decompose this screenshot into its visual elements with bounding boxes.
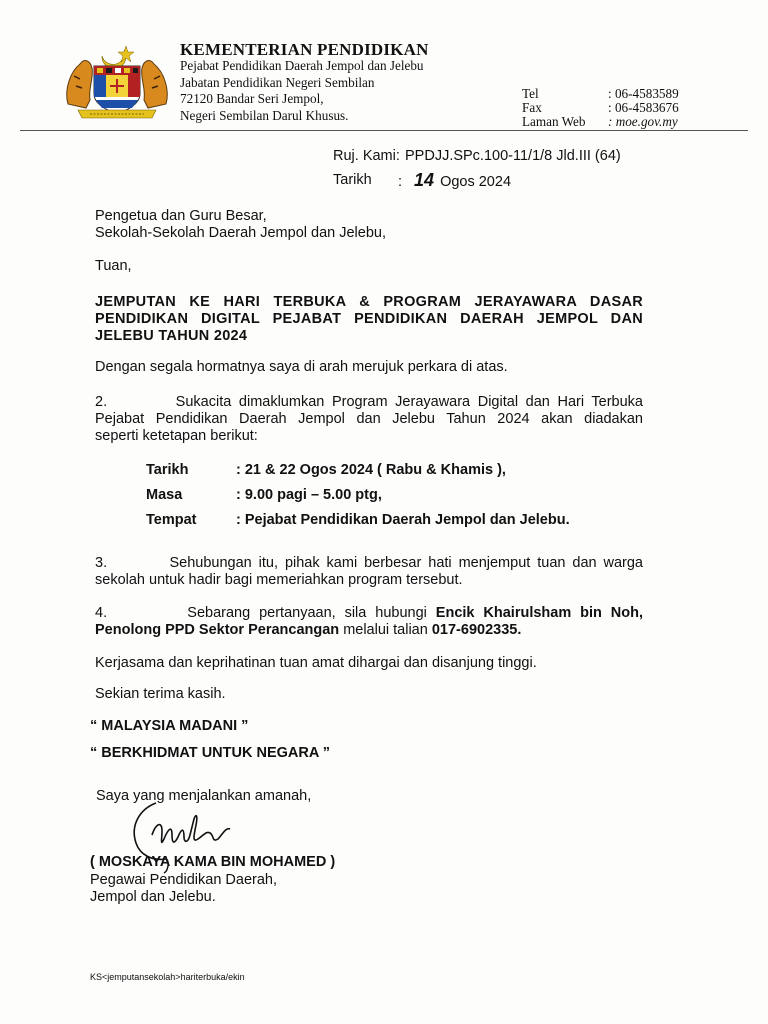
detail-key: Masa <box>146 487 183 503</box>
office-address <box>180 58 424 124</box>
letter-date <box>398 168 511 194</box>
subject-line: JEMPUTAN KE HARI TERBUKA & PROGRAM JERAYAWARA DASAR <box>95 294 643 310</box>
detail-value: : 9.00 pagi – 5.00 ptg, <box>236 487 382 503</box>
address-line: Negeri Sembilan Darul Khusus. <box>180 107 349 123</box>
paragraph-line: 2. Sukacita dimaklumkan Program Jerayawara Digital dan Hari Terbuka <box>95 394 643 410</box>
subject-heading <box>95 294 643 345</box>
tarikh-colon: : <box>398 174 403 190</box>
contact-phone: 017-6902335. <box>431 622 522 638</box>
recipient-line: Sekolah-Sekolah Daerah Jempol dan Jelebu, <box>95 225 386 241</box>
paragraph-line <box>95 605 643 622</box>
slogan-berkhidmat: “ BERKHIDMAT UNTUK NEGARA ” <box>90 745 331 761</box>
title-line: Pegawai Pendidikan Daerah, <box>90 872 278 888</box>
slogan-malaysia-madani: “ MALAYSIA MADANI ” <box>90 718 249 734</box>
paragraph-line: sekolah untuk hadir bagi memeriahkan program tersebut. <box>95 572 463 588</box>
contact-sentence: 4. Sebarang pertanyaan, sila hubungi <box>95 605 427 621</box>
file-reference-footer: KS<jemputansekolah>hariterbuka/ekin <box>90 972 245 982</box>
signatory-title <box>90 872 277 906</box>
reference-labels <box>333 144 403 192</box>
contact-labels <box>522 87 586 130</box>
coat-of-arms-logo <box>64 42 170 122</box>
contact-person: Encik Khairulsham bin Noh, <box>435 605 644 621</box>
fax-value: : 06-4583676 <box>608 100 679 116</box>
handwritten-day: 14 <box>414 170 435 190</box>
detail-key: Tarikh <box>146 462 189 478</box>
address-line: Pejabat Pendidikan Daerah Jempol dan Jelebu <box>180 58 424 73</box>
thanks-paragraph: Kerjasama dan keprihatinan tuan amat dihargai dan disanjung tinggi. <box>95 655 537 671</box>
paragraph-line: Pejabat Pendidikan Daerah Jempol dan Jelebu Tahun 2024 akan diadakan <box>95 411 643 427</box>
subject-line: PENDIDIKAN DIGITAL PEJABAT PENDIDIKAN DAERAH JEMPOL DAN <box>95 311 643 327</box>
fax-label: Fax <box>522 100 542 116</box>
header-divider <box>20 130 748 131</box>
tel-label: Tel <box>522 86 539 101</box>
web-label: Laman Web <box>522 114 586 130</box>
paragraph-3 <box>95 555 643 589</box>
detail-row-masa <box>146 483 570 508</box>
recipient-line: Pengetua dan Guru Besar, <box>95 208 267 224</box>
detail-value: : 21 & 22 Ogos 2024 ( Rabu & Khamis ), <box>236 462 506 478</box>
contact-role: Penolong PPD Sektor Perancangan <box>95 622 340 638</box>
title-line: Jempol dan Jelebu. <box>90 889 216 905</box>
web-value: : moe.gov.my <box>608 114 678 130</box>
ministry-name: KEMENTERIAN PENDIDIKAN <box>180 40 429 59</box>
paragraph-line: seperti ketetapan berikut: <box>95 428 258 444</box>
signatory-name: ( MOSKAYA KAMA BIN MOHAMED ) <box>90 854 336 870</box>
paragraph-line <box>95 622 643 639</box>
closing-thanks: Sekian terima kasih. <box>95 686 226 702</box>
address-line: 72120 Bandar Seri Jempol, <box>180 91 324 106</box>
subject-line: JELEBU TAHUN 2024 <box>95 328 248 344</box>
ruj-label: Ruj. Kami: <box>333 148 400 164</box>
amanah-line: Saya yang menjalankan amanah, <box>96 788 312 804</box>
event-details <box>146 458 570 533</box>
detail-row-tarikh <box>146 458 570 483</box>
detail-key: Tempat <box>146 512 197 528</box>
paragraph-line: 3. Sehubungan itu, pihak kami berbesar hati menjemput tuan dan warga <box>95 555 643 571</box>
tarikh-label: Tarikh <box>333 172 372 188</box>
detail-value: : Pejabat Pendidikan Daerah Jempol dan Jelebu. <box>236 512 570 528</box>
paragraph-4 <box>95 605 643 639</box>
contact-values <box>608 87 679 130</box>
tel-value: : 06-4583589 <box>608 86 679 101</box>
paragraph-2 <box>95 394 643 445</box>
ruj-value: PPDJJ.SPc.100-11/1/8 Jld.III (64) <box>405 148 621 164</box>
address-line: Jabatan Pendidikan Negeri Sembilan <box>180 74 375 90</box>
date-month-year: Ogos 2024 <box>440 174 512 190</box>
recipient <box>95 208 386 242</box>
detail-row-tempat <box>146 508 570 533</box>
contact-via: melalui talian <box>343 622 428 638</box>
salutation: Tuan, <box>95 258 132 274</box>
intro-paragraph: Dengan segala hormatnya saya di arah merujuk perkara di atas. <box>95 359 508 375</box>
